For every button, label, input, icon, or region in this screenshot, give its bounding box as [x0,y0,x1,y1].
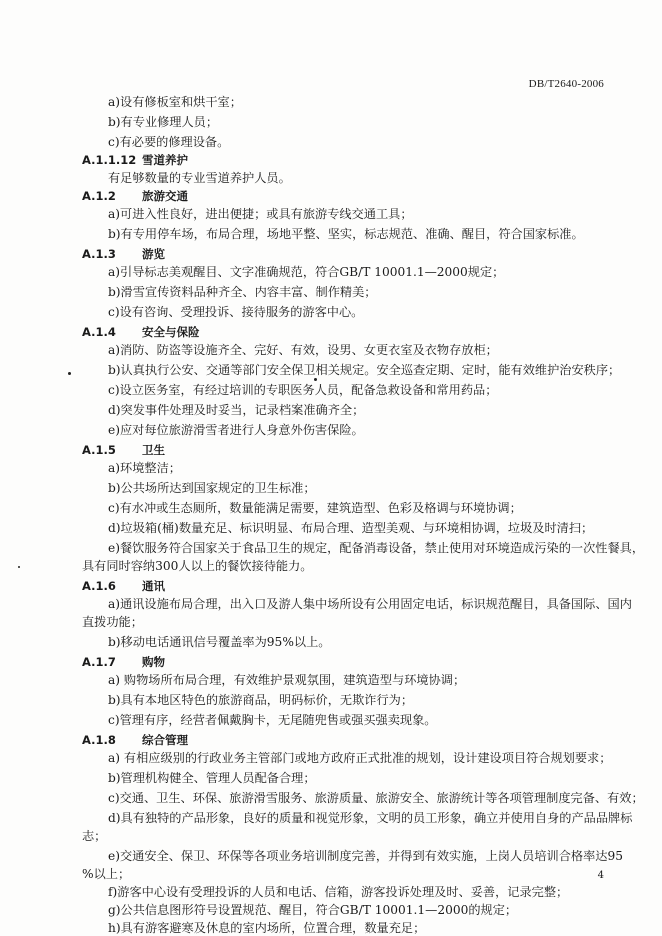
paragraph-line: c)管理有序，经营者佩戴胸卡，无尾随兜售或强买强卖现象。 [108,713,437,727]
section-title: 卫生 [142,443,165,457]
paragraph-line: a)通讯设施布局合理，出入口及游人集中场所设有公用固定电话，标识规范醒目，具备国际、国内 [108,597,632,611]
section-title: 购物 [142,655,165,669]
paragraph-line: b)有专业修理人员； [108,115,219,129]
paragraph-line: b)公共场所达到国家规定的卫生标准； [108,481,316,495]
section-heading [82,654,165,670]
paragraph-line: f)游客中心设有受理投诉的人员和电话、信箱，游客投诉处理及时、妥善，记录完整； [108,885,569,899]
section-title: 游览 [142,247,165,261]
page-number: 4 [597,870,604,881]
paragraph-line: 具有同时容纳300人以上的餐饮接待能力。 [82,559,313,573]
section-number: A.1.1.12 [82,153,137,167]
paragraph-line: b)认真执行公安、交通等部门安全保卫相关规定。安全巡查定期、定时，能有效维护治安秩序； [108,363,621,377]
scan-speck [314,378,317,381]
section-number: A.1.5 [82,443,116,457]
section-title: 旅游交通 [142,189,188,203]
section-heading [82,152,188,168]
paragraph-line: b)有专用停车场，布局合理，场地平整、坚实，标志规范、准确、醒目，符合国家标准。 [108,227,584,241]
section-number: A.1.3 [82,247,116,261]
section-title: 通讯 [142,579,165,593]
section-heading [82,442,165,458]
standard-code: DB/T2640-2006 [528,78,604,90]
paragraph-line: 直拨功能； [82,615,143,629]
paragraph-line: 志； [82,829,107,843]
paragraph-line: g)公共信息图形符号设置规范、醒目，符合GB/T 10001.1—2000的规定； [108,903,518,917]
scan-speck [68,372,71,375]
paragraph-line: d)垃圾箱(桶)数量充足、标识明显、布局合理、造型美观、与环境相协调，垃圾及时清扫； [108,521,594,535]
paragraph-line: c)设立医务室，有经过培训的专职医务人员，配备急救设备和常用药品； [108,383,498,397]
paragraph-line: b)移动电话通讯信号覆盖率为95%以上。 [108,635,331,649]
paragraph-line: a)引导标志美观醒目、文字准确规范，符合GB/T 10001.1—2000规定； [108,265,505,279]
paragraph-line: c)设有咨询、受理投诉、接待服务的游客中心。 [108,305,364,319]
section-heading [82,578,165,594]
section-heading [82,324,200,340]
paragraph-line: b)滑雪宣传资料品种齐全、内容丰富、制作精美； [108,285,377,299]
paragraph-line: c)交通、卫生、环保、旅游滑雪服务、旅游质量、旅游安全、旅游统计等各项管理制度完备、有效； [108,791,644,805]
section-number: A.1.2 [82,189,116,203]
paragraph-line: e)交通安全、保卫、环保等各项业务培训制度完善，并得到有效实施，上岗人员培训合格率达95 [108,849,623,863]
paragraph-line: a)设有修板室和烘干室； [108,95,242,109]
paragraph-line: 有足够数量的专业雪道养护人员。 [108,171,291,185]
section-number: A.1.7 [82,655,116,669]
paragraph-line: b)管理机构健全、管理人员配备合理； [108,771,316,785]
section-heading [82,732,188,748]
section-title: 综合管理 [142,733,188,747]
paragraph-line: a)可进入性良好，进出便捷；或具有旅游专线交通工具； [108,207,413,221]
paragraph-line: b)具有本地区特色的旅游商品，明码标价，无欺诈行为； [108,693,414,707]
section-title: 雪道养护 [142,153,188,167]
paragraph-line: d)具有独特的产品形象，良好的质量和视觉形象，文明的员工形象，确立并使用自身的产品品牌标 [108,811,633,825]
section-number: A.1.8 [82,733,116,747]
paragraph-line: c)有水冲或生态厕所，数量能满足需要，建筑造型、色彩及格调与环境协调； [108,501,522,515]
paragraph-line: e)应对每位旅游滑雪者进行人身意外伤害保险。 [108,423,364,437]
section-heading [82,246,165,262]
section-title: 安全与保险 [142,325,200,339]
paragraph-line: a)消防、防盗等设施齐全、完好、有效，设男、女更衣室及衣物存放柜； [108,343,498,357]
paragraph-line: e)餐饮服务符合国家关于食品卫生的规定，配备消毒设备，禁止使用对环境造成污染的一次性餐具， [108,541,645,555]
paragraph-line: a) 有相应级别的行政业务主管部门或地方政府正式批准的规划，设计建设项目符合规划要求； [108,751,612,765]
paragraph-line: a)环境整洁； [108,461,181,475]
paragraph-line: h)具有游客避寒及休息的室内场所，位置合理，数量充足； [108,921,426,935]
scan-speck [18,566,20,568]
section-heading [82,188,188,204]
section-number: A.1.4 [82,325,116,339]
paragraph-line: d)突发事件处理及时妥当，记录档案准确齐全； [108,403,365,417]
paragraph-line: c)有必要的修理设备。 [108,135,230,149]
section-number: A.1.6 [82,579,116,593]
paragraph-line: a) 购物场所布局合理，有效维护景观氛围，建筑造型与环境协调； [108,673,466,687]
paragraph-line: %以上； [82,867,131,881]
